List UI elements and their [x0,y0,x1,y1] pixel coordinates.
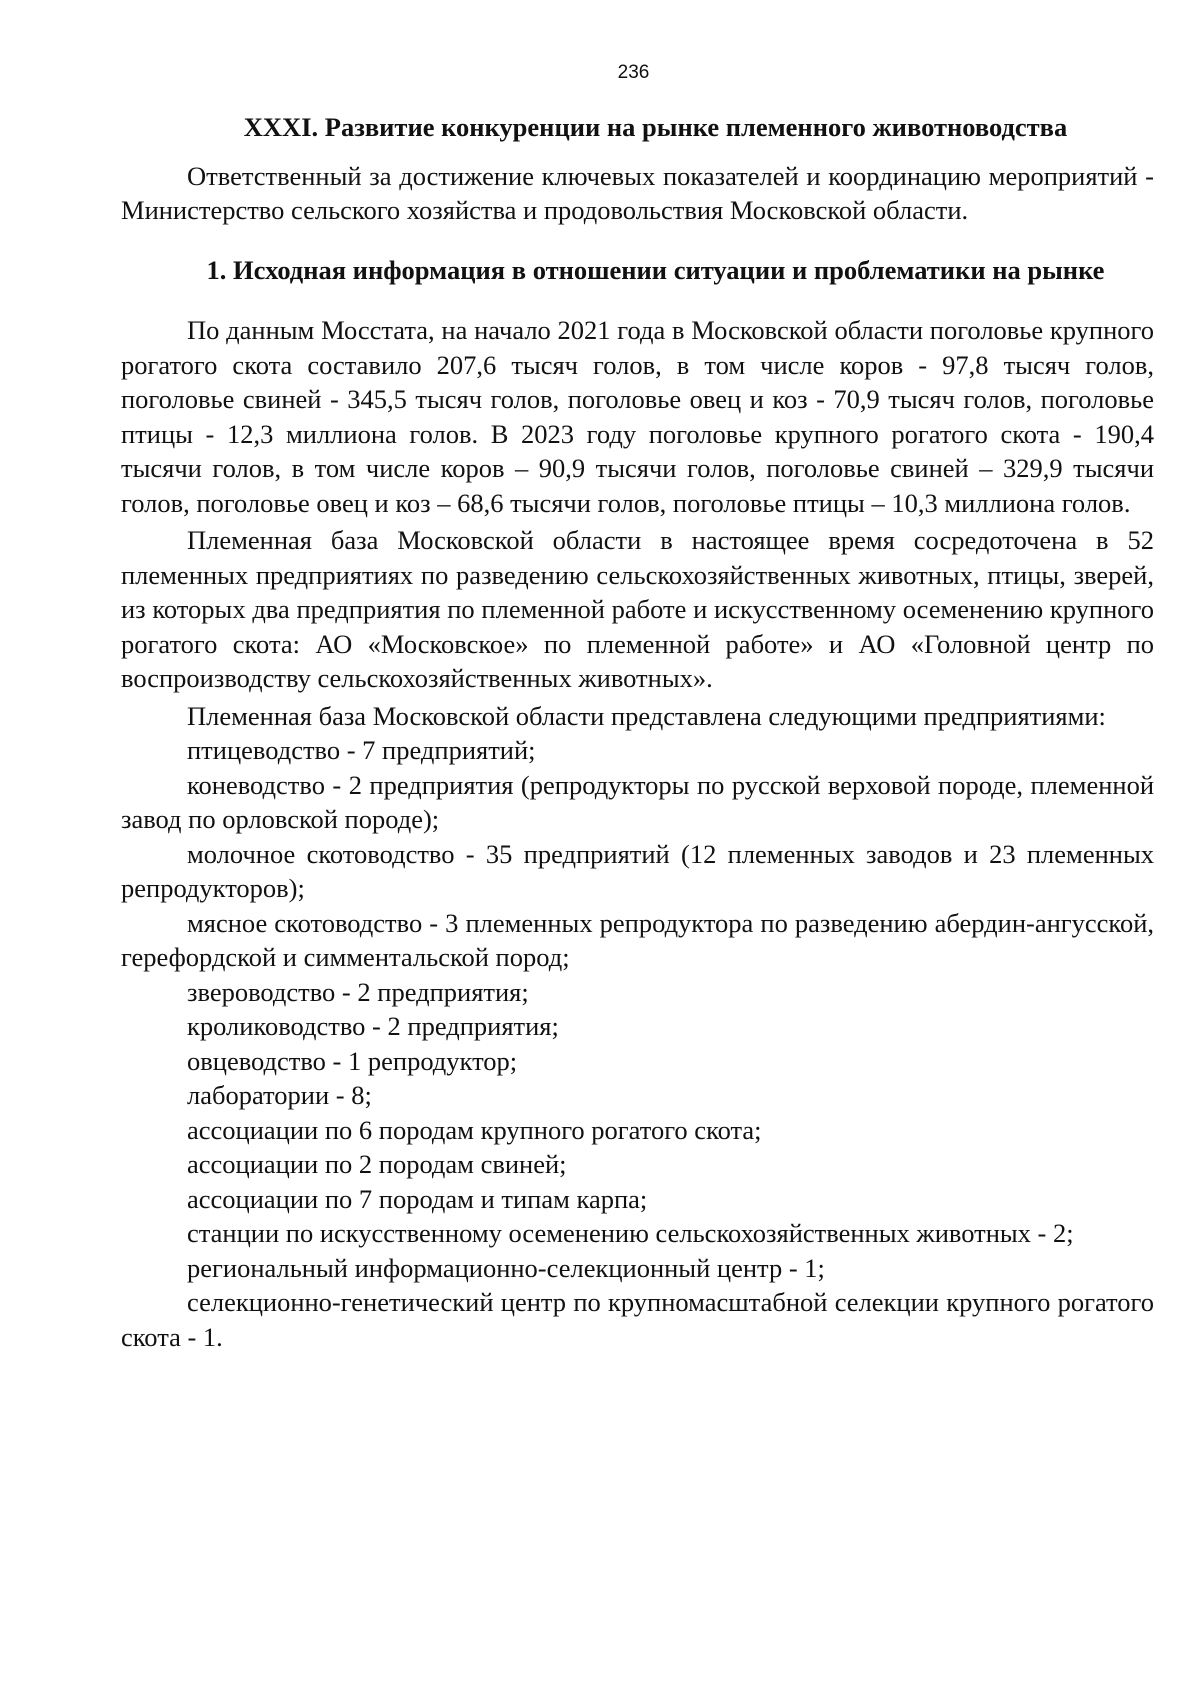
list-item: мясное скотоводство - 3 племенных репродуктора по разведению абердин-ангусской, герефордской и симментальской пород; [121,907,1154,972]
section-title: XXXI. Развитие конкуренции на рынке племенного животноводства [243,112,1068,142]
list-item: ассоциации по 7 породам и типам карпа; [187,1183,648,1214]
list-item: кролиководство - 2 предприятия; [187,1011,559,1041]
responsible-paragraph: Ответственный за достижение ключевых показателей и координацию мероприятий - Министерство сельского хозяйства и продовольствия Московской области. [121,160,1154,225]
list-item: коневодство - 2 предприятия (репродукторы по русской верховой породе, племенной завод по орловской породе); [121,769,1154,834]
list-item: ассоциации по 2 породам свиней; [187,1149,567,1179]
list-item: станции по искусственному осеменению сельскохозяйственных животных - 2; [187,1218,1074,1248]
list-item: селекционно-генетический центр по крупномасштабной селекции крупного рогатого скота - 1. [121,1287,1154,1352]
subsection-title: 1. Исходная информация в отношении ситуации и проблематики на рынке [206,254,1105,285]
list-item: овцеводство - 1 репродуктор; [187,1045,518,1076]
list-item: птицеводство - 7 предприятий; [187,735,536,765]
list-item: звероводство - 2 предприятия; [187,976,529,1007]
list-item: лаборатории - 8; [187,1080,372,1110]
paragraph-breeding-base: Племенная база Московской области в настоящее время сосредоточена в 52 племенных предприятиях по разведению сельскохозяйственных животных, птицы, зверей, из которых два предприятия по племенной работе и искусственному осеменению крупного рогатого скота: АО «Московское» по племенной работе» и АО «Головной центр по воспроизводству сельскохозяйственных животных». [121,525,1154,693]
paragraph-list-intro: Племенная база Московской области представлена следующими предприятиями: [187,700,1106,731]
page-content [121,110,1154,1354]
list-item: региональный информационно-селекционный центр - 1; [187,1252,825,1283]
enterprise-list [121,733,1154,1354]
paragraph-livestock-stats: По данным Мосстата, на начало 2021 года в Московской области поголовье крупного рогатого скота составило 207,6 тысяч голов, в том числе коров - 97,8 тысяч голов, поголовье свиней - 345,5 тысяч голов, поголовье овец и коз - 70,9 тысяч голов, поголовье птицы - 12,3 миллиона голов. В 2023 году поголовье крупного рогатого скота - 190,4 тысячи голов, в том числе коров – 90,9 тысячи голов, поголовье свиней – 329,9 тысячи голов, поголовье овец и коз – 68,6 тысячи голов, поголовье птицы – 10,3 миллиона голов. [121,315,1154,518]
page-number: 236 [617,62,650,83]
list-item: ассоциации по 6 породам крупного рогатого скота; [187,1114,762,1145]
list-item: молочное скотоводство - 35 предприятий (12 племенных заводов и 23 племенных репродукторов); [121,838,1154,903]
